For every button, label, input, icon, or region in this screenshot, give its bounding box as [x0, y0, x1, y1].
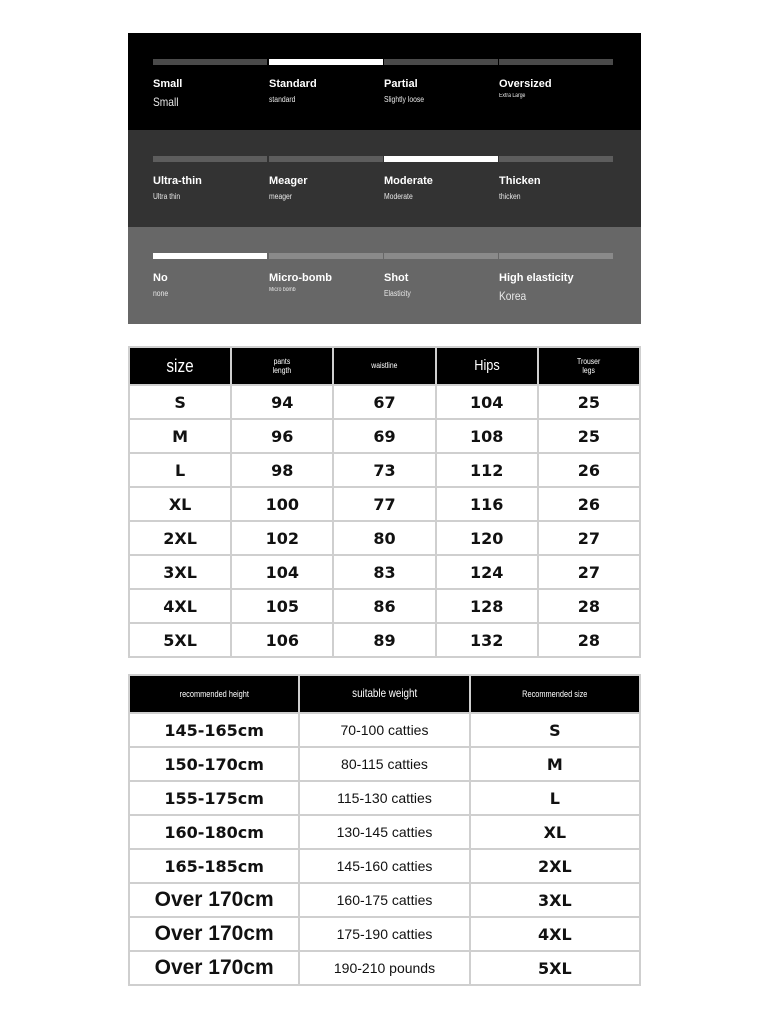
table-cell: 69	[333, 419, 435, 453]
level-bar	[153, 59, 267, 65]
table-row	[129, 419, 640, 453]
table-cell: 96	[231, 419, 333, 453]
option-title: Ultra-thin	[153, 175, 202, 187]
table-cell: 80-115 catties	[299, 747, 469, 781]
option-subtitle: Extra Large	[499, 93, 526, 99]
thickness-option	[269, 130, 384, 227]
table-cell: Over 170cm	[129, 917, 299, 951]
table-cell: 155-175cm	[129, 781, 299, 815]
table-row	[129, 385, 640, 419]
header-pants-length: pants length	[231, 347, 333, 385]
size-table	[128, 346, 641, 658]
header-waistline: waistline	[333, 347, 435, 385]
recommend-table-header	[129, 675, 640, 713]
option-title: Moderate	[384, 175, 433, 187]
elasticity-option	[499, 227, 614, 324]
table-row	[129, 487, 640, 521]
fit-option	[384, 33, 499, 130]
elasticity-option	[153, 227, 268, 324]
table-cell: 26	[538, 453, 640, 487]
fit-option	[269, 33, 384, 130]
option-subtitle: thicken	[499, 192, 521, 201]
table-cell: 165-185cm	[129, 849, 299, 883]
table-cell: XL	[129, 487, 231, 521]
option-subtitle: Moderate	[384, 192, 413, 201]
fit-row	[128, 33, 641, 130]
option-title: No	[153, 272, 168, 284]
table-row	[129, 713, 640, 747]
table-cell: 124	[436, 555, 538, 589]
table-cell: Over 170cm	[129, 883, 299, 917]
table-cell: 175-190 catties	[299, 917, 469, 951]
level-bar	[499, 156, 613, 162]
thickness-row	[128, 130, 641, 227]
elasticity-row	[128, 227, 641, 324]
table-cell: 4XL	[470, 917, 640, 951]
table-cell: 67	[333, 385, 435, 419]
fit-option	[153, 33, 268, 130]
table-cell: S	[129, 385, 231, 419]
table-cell: 25	[538, 419, 640, 453]
level-bar	[269, 156, 383, 162]
table-cell: 26	[538, 487, 640, 521]
option-title: High elasticity	[499, 272, 574, 284]
thickness-option	[499, 130, 614, 227]
table-cell: 120	[436, 521, 538, 555]
table-cell: 190-210 pounds	[299, 951, 469, 985]
option-subtitle: standard	[269, 95, 296, 104]
table-cell: 100	[231, 487, 333, 521]
table-cell: 132	[436, 623, 538, 657]
table-cell: 94	[231, 385, 333, 419]
table-row	[129, 951, 640, 985]
table-row	[129, 555, 640, 589]
thickness-option	[153, 130, 268, 227]
table-cell: 5XL	[129, 623, 231, 657]
table-cell: 102	[231, 521, 333, 555]
level-bar	[499, 59, 613, 65]
recommend-table-body	[129, 713, 640, 985]
table-row	[129, 883, 640, 917]
option-subtitle: Korea	[499, 289, 527, 303]
option-title: Thicken	[499, 175, 541, 187]
recommend-table	[128, 674, 641, 986]
size-table-header	[129, 347, 640, 385]
table-cell: 5XL	[470, 951, 640, 985]
table-cell: Over 170cm	[129, 951, 299, 985]
table-cell: 70-100 catties	[299, 713, 469, 747]
table-row	[129, 815, 640, 849]
option-title: Standard	[269, 78, 317, 90]
option-subtitle: Micro bomb	[269, 287, 296, 293]
table-row	[129, 623, 640, 657]
option-subtitle: meager	[269, 192, 293, 201]
table-cell: 89	[333, 623, 435, 657]
option-title: Shot	[384, 272, 409, 284]
header-suitable-weight: suitable weight	[299, 675, 469, 713]
table-row	[129, 747, 640, 781]
level-bar	[384, 59, 498, 65]
size-table-body	[129, 385, 640, 657]
table-cell: 160-175 catties	[299, 883, 469, 917]
header-recommended-size: Recommended size	[470, 675, 640, 713]
option-title: Meager	[269, 175, 308, 187]
table-row	[129, 453, 640, 487]
table-row	[129, 521, 640, 555]
table-cell: 116	[436, 487, 538, 521]
level-bar	[269, 253, 383, 259]
table-cell: 104	[436, 385, 538, 419]
table-cell: 98	[231, 453, 333, 487]
table-row	[129, 781, 640, 815]
table-cell: 83	[333, 555, 435, 589]
level-bar	[153, 253, 267, 259]
level-bar	[384, 253, 498, 259]
level-bar	[153, 156, 267, 162]
table-cell: 128	[436, 589, 538, 623]
table-cell: 86	[333, 589, 435, 623]
level-bar	[384, 156, 498, 162]
table-cell: 2XL	[129, 521, 231, 555]
table-cell: 130-145 catties	[299, 815, 469, 849]
table-cell: 27	[538, 555, 640, 589]
header-size: size	[129, 347, 231, 385]
table-cell: 115-130 catties	[299, 781, 469, 815]
table-cell: XL	[470, 815, 640, 849]
table-cell: L	[470, 781, 640, 815]
option-subtitle: Slightly loose	[384, 95, 425, 104]
header-recommended-height: recommended height	[129, 675, 299, 713]
table-cell: 3XL	[129, 555, 231, 589]
table-cell: M	[470, 747, 640, 781]
table-cell: 108	[436, 419, 538, 453]
table-row	[129, 589, 640, 623]
table-cell: M	[129, 419, 231, 453]
level-bar	[269, 59, 383, 65]
table-cell: 106	[231, 623, 333, 657]
option-title: Partial	[384, 78, 418, 90]
table-row	[129, 849, 640, 883]
table-cell: 27	[538, 521, 640, 555]
table-cell: 160-180cm	[129, 815, 299, 849]
header-trouser-legs: Trouser legs	[538, 347, 640, 385]
table-cell: 28	[538, 623, 640, 657]
option-title: Micro-bomb	[269, 272, 332, 284]
table-cell: 2XL	[470, 849, 640, 883]
option-title: Oversized	[499, 78, 552, 90]
table-cell: 25	[538, 385, 640, 419]
level-bar	[499, 253, 613, 259]
table-row	[129, 917, 640, 951]
table-cell: 77	[333, 487, 435, 521]
attribute-panel	[128, 33, 641, 324]
table-cell: 73	[333, 453, 435, 487]
option-title: Small	[153, 78, 183, 90]
table-cell: 145-165cm	[129, 713, 299, 747]
header-hips: Hips	[436, 347, 538, 385]
table-cell: 80	[333, 521, 435, 555]
option-subtitle: none	[153, 289, 169, 298]
table-cell: 145-160 catties	[299, 849, 469, 883]
thickness-option	[384, 130, 499, 227]
table-cell: 105	[231, 589, 333, 623]
table-cell: L	[129, 453, 231, 487]
table-cell: 112	[436, 453, 538, 487]
option-subtitle: Elasticity	[384, 289, 411, 298]
table-cell: 104	[231, 555, 333, 589]
table-cell: S	[470, 713, 640, 747]
option-subtitle: Small	[153, 95, 179, 109]
table-cell: 4XL	[129, 589, 231, 623]
table-cell: 150-170cm	[129, 747, 299, 781]
fit-option	[499, 33, 614, 130]
table-cell: 3XL	[470, 883, 640, 917]
table-cell: 28	[538, 589, 640, 623]
elasticity-option	[269, 227, 384, 324]
option-subtitle: Ultra thin	[153, 192, 181, 201]
elasticity-option	[384, 227, 499, 324]
